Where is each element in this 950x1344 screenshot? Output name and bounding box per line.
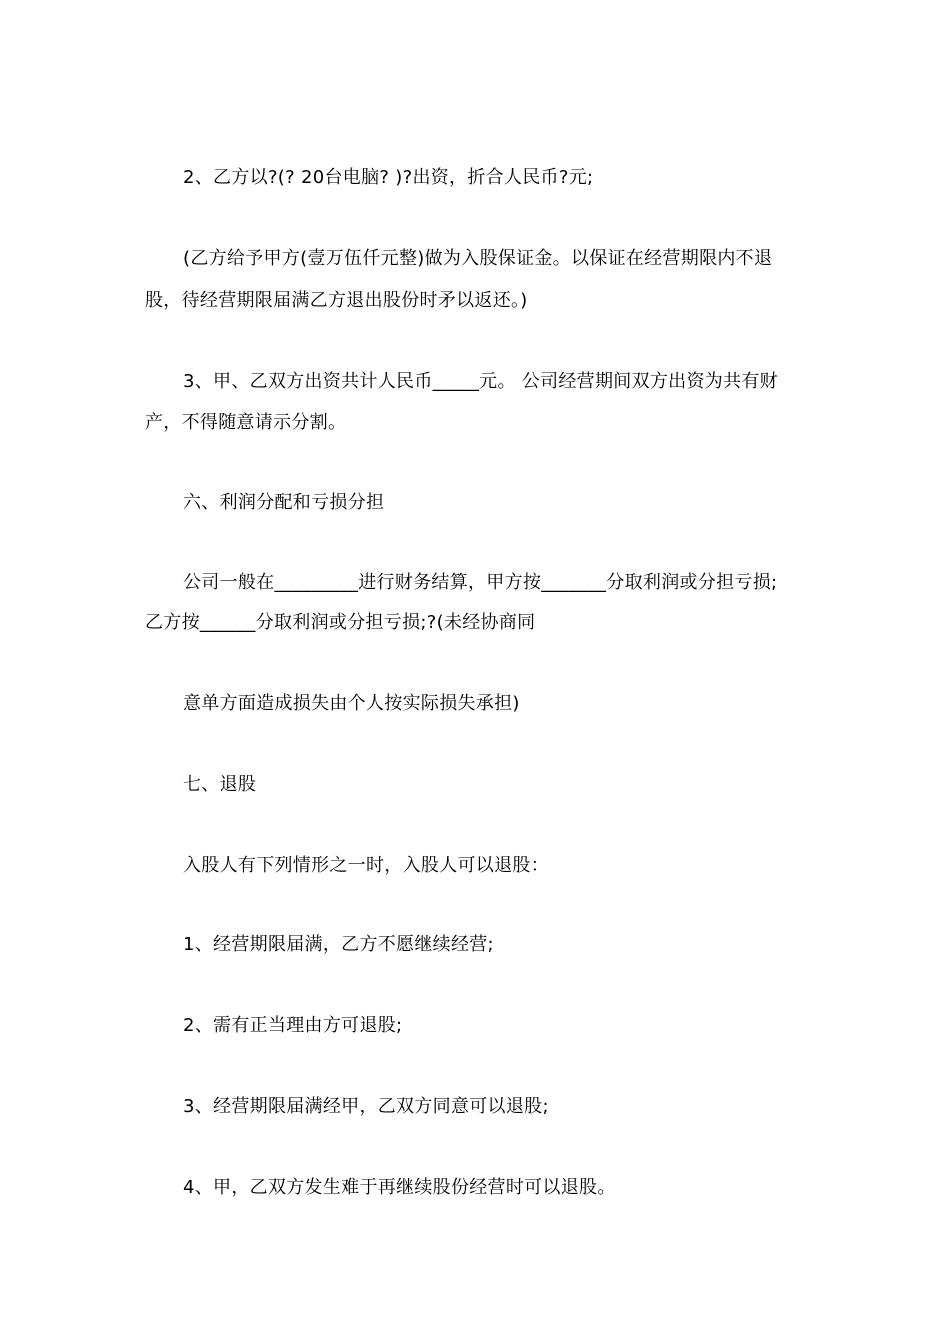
withdrawal-item-1: 1、经营期限届满，乙方不愿继续经营; [183, 934, 494, 955]
deposit-note-line-2: 股，待经营期限届满乙方退出股份时矛以返还。) [145, 290, 528, 311]
withdrawal-item-3: 3、经营期限届满经甲，乙双方同意可以退股; [183, 1096, 549, 1117]
withdrawal-item-4: 4、甲，乙双方发生难于再继续股份经营时可以退股。 [183, 1177, 616, 1198]
section-6-heading: 六、利润分配和亏损分担 [183, 492, 385, 513]
profit-clause-line-2: 乙方按______分取利润或分担亏损;?(未经协商同 [145, 612, 536, 633]
section-7-heading: 七、退股 [183, 774, 257, 795]
deposit-note-line-1: (乙方给予甲方(壹万伍仟元整)做为入股保证金。以保证在经营期限内不退 [183, 248, 773, 269]
withdrawal-intro: 入股人有下列情形之一时，入股人可以退股： [183, 855, 549, 876]
profit-clause-line-3: 意单方面造成损失由个人按实际损失承担) [183, 693, 520, 714]
profit-clause-line-1: 公司一般在_________进行财务结算，甲方按_______分取利润或分担亏损; [183, 572, 778, 593]
clause-2-investment: 2、乙方以?(? 20台电脑? )?出资，折合人民币?元; [183, 167, 594, 188]
withdrawal-item-2: 2、需有正当理由方可退股; [183, 1015, 403, 1036]
clause-3-total-line-2: 产，不得随意请示分割。 [145, 412, 347, 433]
clause-3-total-line-1: 3、甲、乙双方出资共计人民币_____元。 公司经营期间双方出资为共有财 [183, 371, 778, 392]
